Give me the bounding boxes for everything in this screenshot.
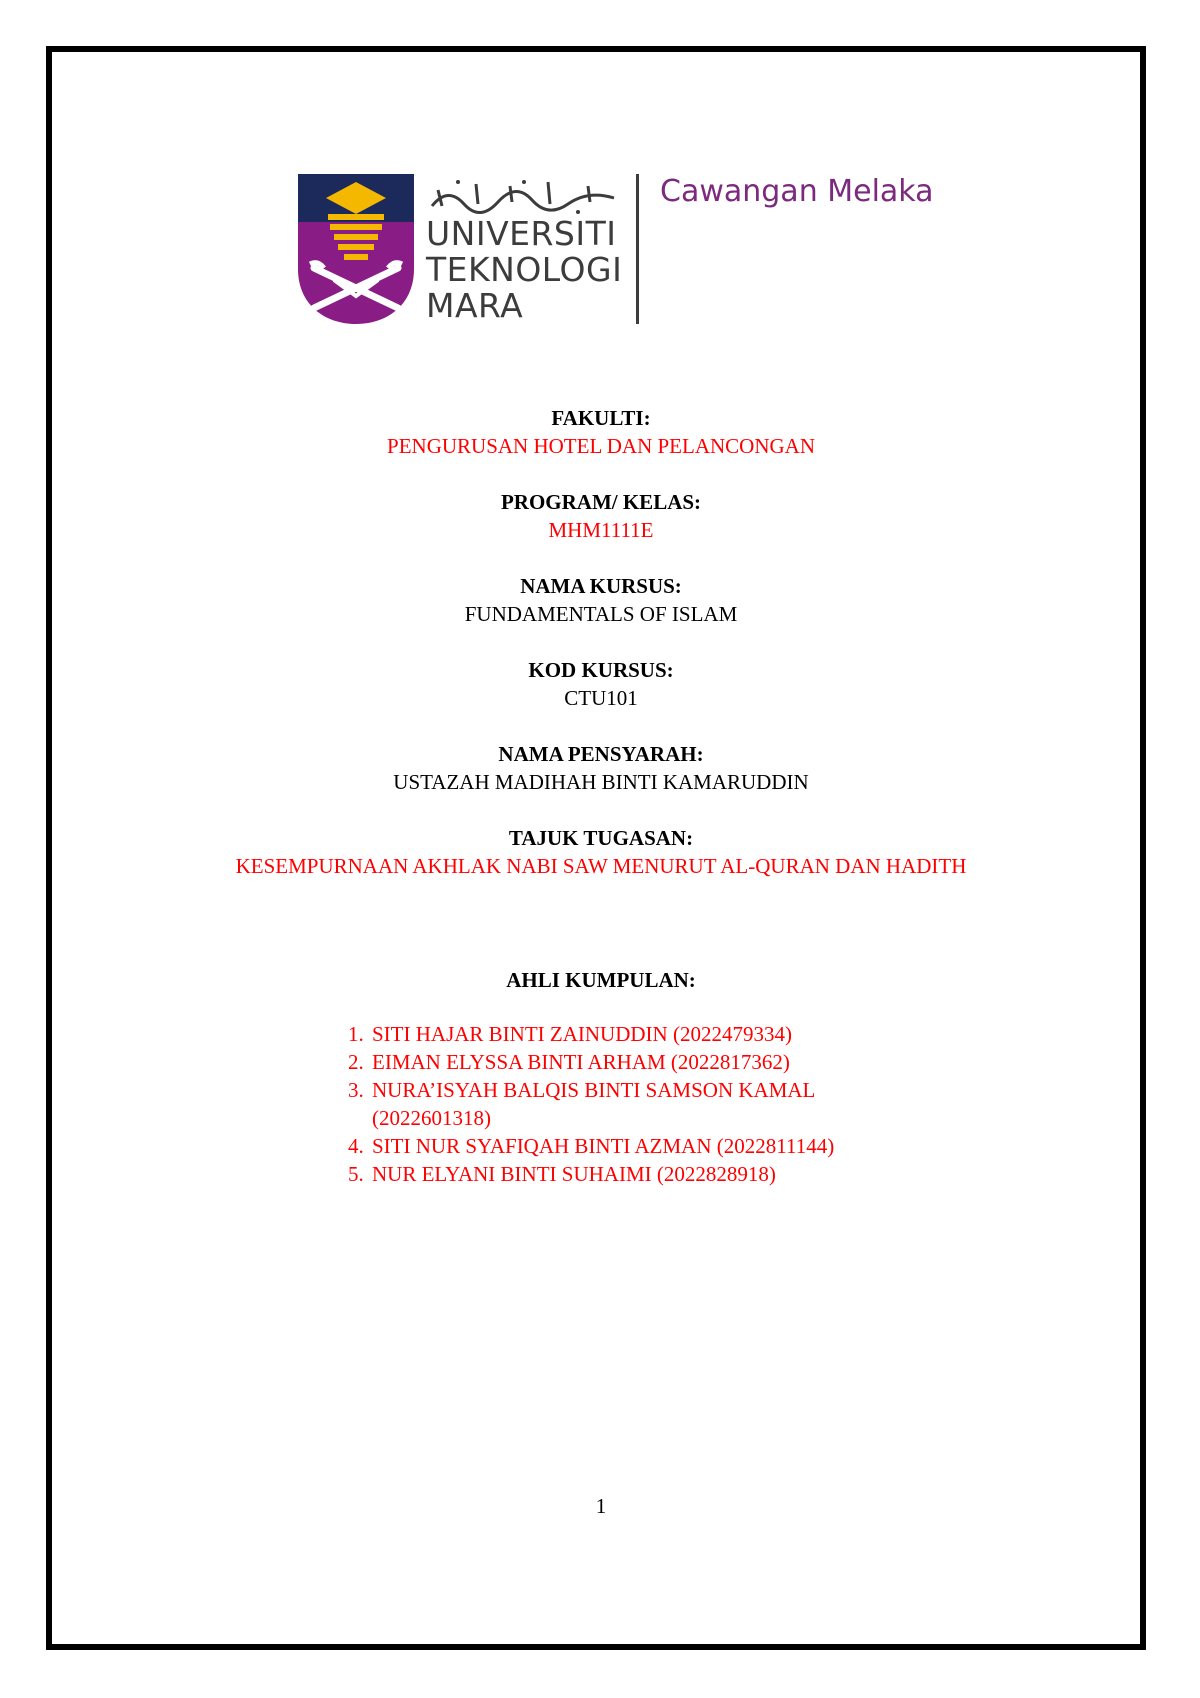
list-number: 1. bbox=[348, 1022, 364, 1046]
campus-name: Cawangan Melaka bbox=[660, 174, 934, 209]
list-number: 5. bbox=[348, 1162, 364, 1186]
member-name: SITI NUR SYAFIQAH BINTI AZMAN (2022811144) bbox=[372, 1134, 835, 1158]
field-value: CTU101 bbox=[564, 686, 638, 710]
list-number: 4. bbox=[348, 1134, 364, 1158]
list-item bbox=[348, 1048, 834, 1076]
field-value: USTAZAH MADIHAH BINTI KAMARUDDIN bbox=[393, 770, 809, 794]
field-label: TAJUK TUGASAN: bbox=[508, 826, 694, 850]
members-list bbox=[348, 1020, 834, 1188]
institution-line-2: TEKNOLOGI bbox=[426, 250, 623, 289]
field-label: NAMA PENSYARAH: bbox=[498, 742, 704, 766]
field-value: PENGURUSAN HOTEL DAN PELANCONGAN bbox=[387, 434, 815, 458]
field-value: KESEMPURNAAN AKHLAK NABI SAW MENURUT AL-QURAN DAN HADITH bbox=[235, 854, 967, 878]
members-heading: AHLI KUMPULAN: bbox=[506, 968, 696, 992]
cover-details bbox=[46, 404, 1156, 908]
member-name: NURA’ISYAH BALQIS BINTI SAMSON KAMAL bbox=[372, 1078, 816, 1102]
list-item bbox=[348, 1160, 834, 1188]
list-number: 3. bbox=[348, 1078, 364, 1102]
page-number: 1 bbox=[595, 1494, 607, 1518]
logo-divider bbox=[636, 174, 639, 324]
field-fakulti bbox=[46, 404, 1156, 460]
field-label: NAMA KURSUS: bbox=[520, 574, 682, 598]
field-nama-kursus bbox=[46, 572, 1156, 628]
field-program bbox=[46, 488, 1156, 544]
arabic-wordmark bbox=[428, 176, 618, 216]
field-value: MHM1111E bbox=[548, 518, 654, 542]
list-item bbox=[348, 1020, 834, 1048]
member-name: EIMAN ELYSSA BINTI ARHAM (2022817362) bbox=[372, 1050, 790, 1074]
member-id: (2022601318) bbox=[372, 1106, 491, 1130]
arabic-wordmark-icon bbox=[428, 176, 618, 216]
member-name: SITI HAJAR BINTI ZAINUDDIN (2022479334) bbox=[372, 1022, 792, 1046]
university-logo bbox=[298, 174, 934, 325]
institution-line-1: UNIVERSITI bbox=[426, 214, 617, 253]
list-number: 2. bbox=[348, 1050, 364, 1074]
institution-line-3: MARA bbox=[426, 286, 524, 325]
list-item-continuation bbox=[348, 1104, 834, 1132]
field-tajuk bbox=[46, 824, 1156, 880]
field-kod-kursus bbox=[46, 656, 1156, 712]
list-item bbox=[348, 1132, 834, 1160]
list-item bbox=[348, 1076, 834, 1104]
uitm-crest-icon bbox=[298, 174, 414, 324]
field-label: FAKULTI: bbox=[551, 406, 651, 430]
field-pensyarah bbox=[46, 740, 1156, 796]
field-label: PROGRAM/ KELAS: bbox=[500, 490, 702, 514]
field-label: KOD KURSUS: bbox=[528, 658, 674, 682]
member-name: NUR ELYANI BINTI SUHAIMI (2022828918) bbox=[372, 1162, 776, 1186]
field-value: FUNDAMENTALS OF ISLAM bbox=[464, 602, 738, 626]
institution-name bbox=[426, 216, 622, 324]
